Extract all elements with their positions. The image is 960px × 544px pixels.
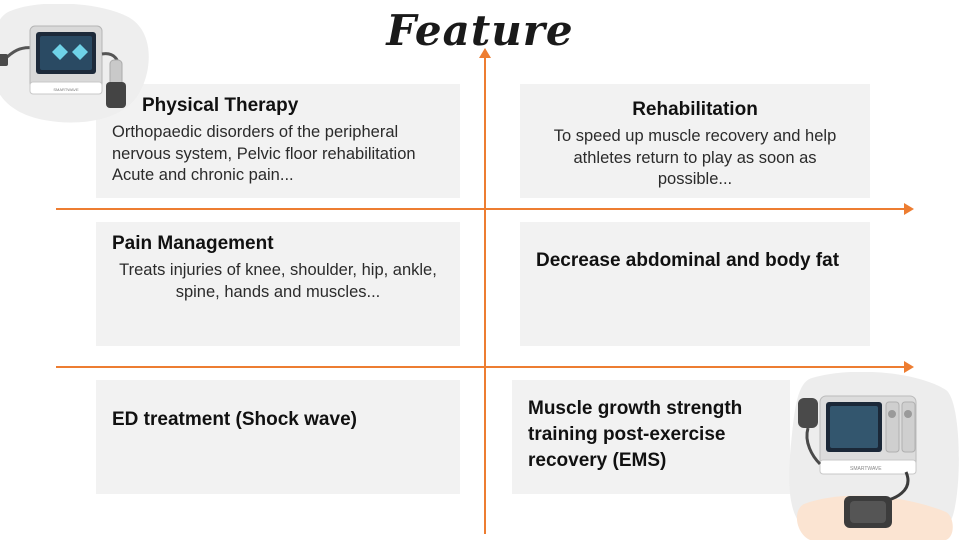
card-physical-therapy-body: Orthopaedic disorders of the peripheral nervous system, Pelvic floor rehabilitation Acute and chronic pain... bbox=[112, 122, 416, 185]
card-physical-therapy-heading: Physical Therapy bbox=[142, 95, 299, 116]
svg-text:SMARTWAVE: SMARTWAVE bbox=[53, 87, 79, 92]
axis-horizontal-line-top bbox=[56, 208, 908, 210]
card-muscle-growth-heading: Muscle growth strength training post-exercise recovery (EMS) bbox=[528, 398, 743, 472]
card-pain-management-body: Treats injuries of knee, shoulder, hip, ankle, spine, hands and muscles... bbox=[119, 260, 437, 301]
device-photo-left bbox=[0, 4, 158, 128]
card-rehabilitation bbox=[520, 84, 870, 198]
axis-up-arrow-icon bbox=[479, 48, 491, 58]
card-muscle-growth bbox=[512, 380, 790, 494]
card-pain-management bbox=[96, 222, 460, 346]
card-ed-treatment bbox=[96, 380, 460, 494]
device-photo-right bbox=[786, 372, 960, 542]
axis-horizontal-line-bottom bbox=[56, 366, 908, 368]
axis-right-arrow-top-icon bbox=[904, 203, 914, 215]
card-ed-treatment-heading: ED treatment (Shock wave) bbox=[112, 409, 357, 430]
svg-text:SMARTWAVE: SMARTWAVE bbox=[850, 466, 882, 472]
card-decrease-fat bbox=[520, 222, 870, 346]
card-decrease-fat-heading: Decrease abdominal and body fat bbox=[536, 250, 840, 271]
page-title: Feature bbox=[386, 6, 574, 55]
card-rehabilitation-body: To speed up muscle recovery and help athletes return to play as soon as possible... bbox=[553, 126, 837, 189]
axis-vertical-line bbox=[484, 56, 486, 534]
card-pain-management-heading: Pain Management bbox=[112, 233, 274, 254]
card-rehabilitation-heading: Rehabilitation bbox=[632, 99, 758, 120]
